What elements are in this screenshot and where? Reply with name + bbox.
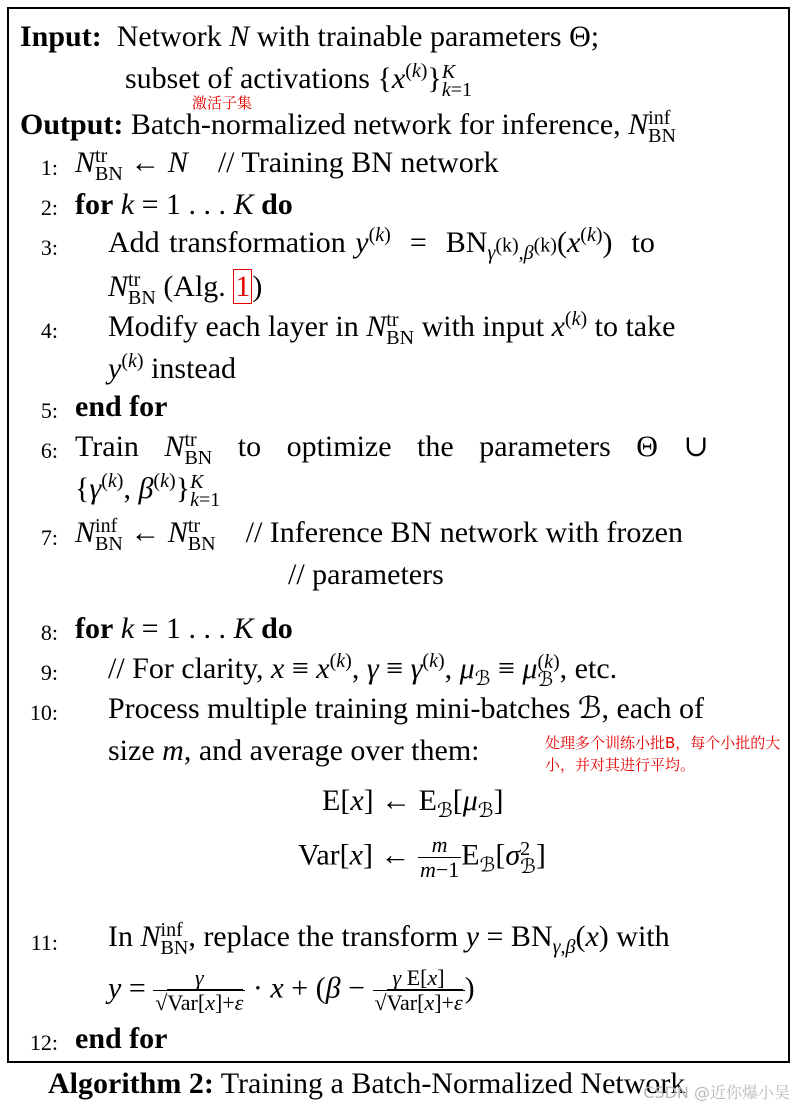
- equation-variance: Var[x] ← $\frac{m}{m-1}$ $E_ℬ[\sigma 2$ ℬ]: [298, 832, 546, 882]
- step-number-3: 3:: [40, 235, 58, 260]
- algorithm-caption: [48, 1067, 685, 1101]
- algorithm-ref-link[interactable]: 1: [235, 270, 251, 303]
- watermark: CSDN @近你爆小吴: [643, 1083, 790, 1102]
- step-4-cont: $y^{(k)}$ instead: [108, 350, 237, 385]
- annotation-minibatch: 处理多个训练小批B，每个小批的大小，并对其进行平均。: [545, 734, 781, 774]
- step-3-cont: Ntr BN (Alg. 1): [108, 269, 263, 310]
- step-9: // For clarity, $x \equiv x^{(k)}$, $\gamma \equiv \gamma^{(k)}$, $\mu_ℬ \equiv \mu(k)$ ℬ , etc.: [108, 650, 618, 692]
- annotation-activation-subset: 激活子集: [192, 94, 253, 112]
- step-4: Modify each layer in Ntr BN with input $x^{(k)}$ to take: [108, 308, 676, 350]
- step-2: for k = 1 . . . K do: [75, 188, 293, 221]
- step-11-formula: y = $\frac{\gamma}{\text{√Var[x]+ε}}$ · x + (β − $\frac{\text{γ E[x]}}{\text{√Var[x]+ε}}$ ): [108, 965, 475, 1015]
- output-label: Output:: [20, 108, 124, 141]
- step-10-cont: size m, and average over them:: [108, 734, 480, 767]
- step-number-8: 8:: [40, 620, 58, 645]
- step-3: Add transformation $y^{(k)} = BN_{\gamma^{(k)},\beta^{(k)}}(x^{(k)})$ to: [108, 224, 655, 264]
- step-number-6: 6:: [40, 438, 58, 463]
- equation-mean: E[x] ← $E_ℬ[\mu_ℬ]$: [322, 784, 504, 822]
- step-number-9: 9:: [40, 660, 58, 685]
- step-number-4: 4:: [40, 318, 58, 343]
- input-label: Input:: [20, 20, 102, 53]
- caption-label: Algorithm 2:: [48, 1067, 214, 1100]
- step-number-12: 12:: [29, 1030, 58, 1055]
- step-12: end for: [75, 1022, 168, 1055]
- step-5: end for: [75, 390, 168, 423]
- step-6-cont: {$\gamma^{(k)}$, $\beta^{(k)}\}K$ k=1: [75, 470, 221, 512]
- step-1: Ntr BN ← N // Training BN network: [75, 145, 499, 186]
- step-number-10: 10:: [29, 700, 58, 725]
- step-10: Process multiple training mini-batches ℬ, each of: [108, 692, 704, 725]
- step-number-5: 5:: [40, 398, 58, 423]
- step-number-7: 7:: [40, 525, 58, 550]
- caption-text: Training a Batch-Normalized Network: [220, 1067, 686, 1100]
- step-6: Train Ntr BN to optimize the parameters Θ ∪: [75, 429, 709, 470]
- step-number-1: 1:: [40, 155, 58, 180]
- output-line: Output: Batch-normalized network for inference, Ninf BN: [20, 107, 676, 148]
- step-8: for k = 1 . . . K do: [75, 612, 293, 645]
- fraction-m: $\frac{m}{m-1}$: [419, 832, 460, 882]
- step-7-cont: // parameters: [288, 558, 444, 591]
- input-line-2: subset of activations $\{x^{(k)}\}K$ k=1: [125, 60, 472, 102]
- input-line-1: Input: Network N with trainable parameters Θ;: [20, 20, 600, 53]
- step-7: Ninf BN ← Ntr BN // Inference BN network with frozen: [75, 515, 683, 556]
- step-11: In Ninf BN, replace the transform $y = BN_{\gamma,\beta}(x)$ with: [108, 919, 670, 960]
- step-number-11: 11:: [30, 930, 58, 955]
- step-number-2: 2:: [40, 195, 58, 220]
